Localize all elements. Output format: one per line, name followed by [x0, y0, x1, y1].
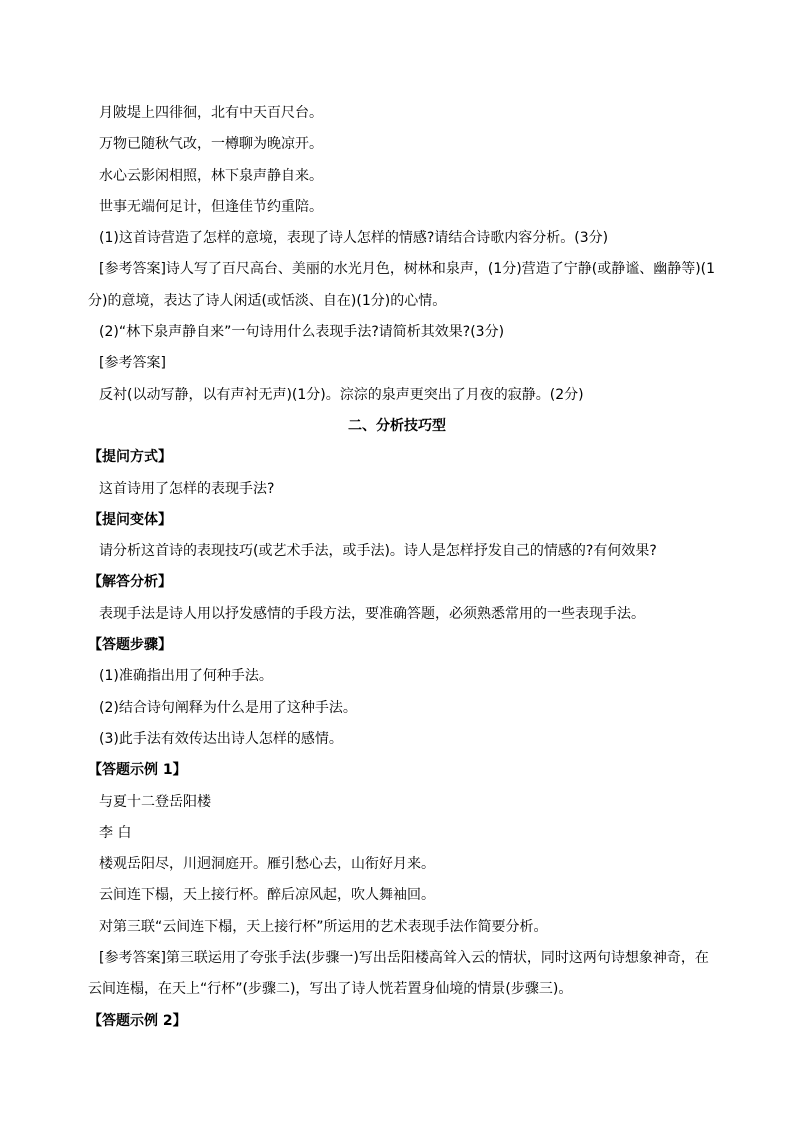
heading-steps: 【答题步骤】	[88, 637, 172, 654]
question-2: (2)“林下泉声静自来”一句诗用什么表现手法?请简析其效果?(3分)	[99, 324, 505, 341]
poem-line-3: 水心云影闲相照，林下泉声静自来。	[99, 167, 323, 184]
heading-analysis: 【解答分析】	[88, 574, 172, 591]
poem-author: 李 白	[99, 824, 132, 841]
answer-1-line-2: 分)的意境，表达了诗人闲适(或恬淡、自在)(1分)的心情。	[88, 292, 447, 309]
example-poem-line-2: 云间连下榻，天上接行杯。醉后凉风起，吹人舞袖回。	[99, 887, 435, 904]
answer-1-line-1: [参考答案]诗人写了百尺高台、美丽的水光月色，树林和泉声，(1分)营造了宁静(或静谧、幽静等)(1	[99, 261, 716, 278]
question-variant-text: 请分析这首诗的表现技巧(或艺术手法，或手法)。诗人是怎样抒发自己的情感的?有何效果?	[99, 543, 657, 560]
analysis-text: 表现手法是诗人用以抒发感情的手段方法，要准确答题，必须熟悉常用的一些表现手法。	[99, 605, 645, 622]
document-content	[0, 98, 794, 1037]
example-answer-line-1: [参考答案]第三联运用了夸张手法(步骤一)写出岳阳楼高耸入云的情状，同时这两句诗想象神奇，在	[99, 950, 709, 967]
step-3: (3)此手法有效传达出诗人怎样的感情。	[99, 730, 343, 747]
step-1: (1)准确指出用了何种手法。	[99, 668, 273, 685]
question-1: (1)这首诗营造了怎样的意境，表现了诗人怎样的情感?请结合诗歌内容分析。(3分)	[99, 230, 609, 247]
poem-title: 与夏十二登岳阳楼	[99, 793, 211, 810]
poem-line-4: 世事无端何足计，但逢佳节约重陪。	[99, 198, 323, 215]
question-method-text: 这首诗用了怎样的表现手法?	[99, 480, 275, 497]
answer-2-label: [参考答案]	[99, 355, 166, 372]
example-question: 对第三联“云间连下榻，天上接行杯”所运用的艺术表现手法作简要分析。	[99, 918, 548, 935]
heading-question-method: 【提问方式】	[88, 449, 172, 466]
heading-question-variant: 【提问变体】	[88, 511, 172, 528]
example-poem-line-1: 楼观岳阳尽，川迥洞庭开。雁引愁心去，山衔好月来。	[99, 856, 435, 873]
section-heading: 二、分析技巧型	[348, 417, 446, 434]
heading-example-2: 【答题示例 2】	[88, 1012, 187, 1029]
answer-2-text: 反衬(以动写静，以有声衬无声)(1分)。淙淙的泉声更突出了月夜的寂静。(2分)	[99, 386, 584, 403]
step-2: (2)结合诗句阐释为什么是用了这种手法。	[99, 699, 357, 716]
heading-example-1: 【答题示例 1】	[88, 762, 187, 779]
poem-line-1: 月陂堤上四徘徊，北有中天百尺台。	[99, 105, 323, 121]
poem-line-2: 万物已随秋气改，一樽聊为晚凉开。	[99, 136, 323, 153]
example-answer-line-2: 云间连榻，在天上“行杯”(步骤二)，写出了诗人恍若置身仙境的情景(步骤三)。	[88, 981, 573, 998]
